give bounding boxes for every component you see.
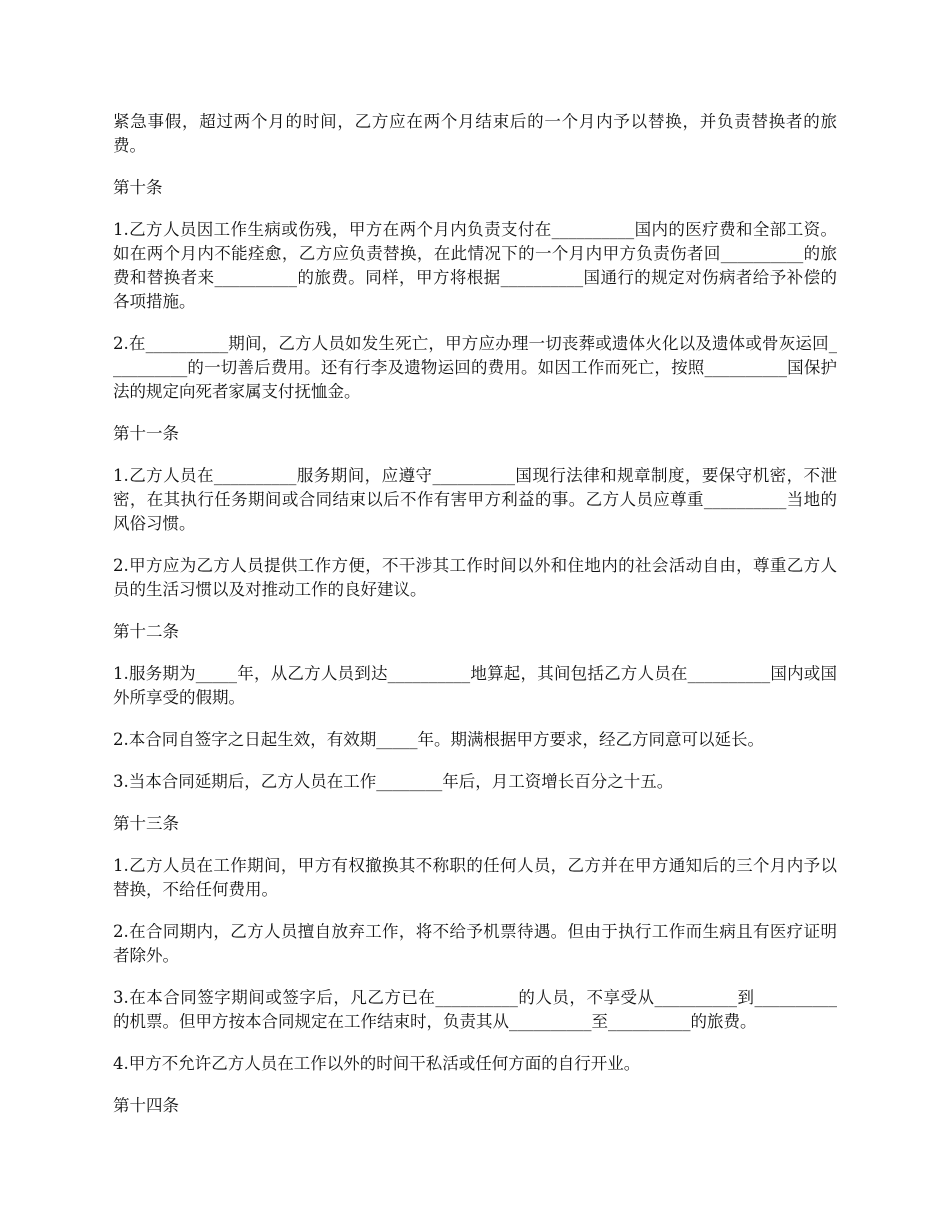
article-11-clause-1: 1.乙方人员在__________服务期间，应遵守__________国现行法律和规章制度，要保守机密，不泄密，在其执行任务期间或合同结束以后不作有害甲方利益的事。乙方人员应尊重__________当地的风俗习惯。 (113, 466, 837, 533)
article-11-clause-2: 2.甲方应为乙方人员提供工作方便，不干涉其工作时间以外和住地内的社会活动自由，尊重乙方人员的生活习惯以及对推动工作的良好建议。 (113, 556, 837, 599)
article-13-clause-4: 4.甲方不允许乙方人员在工作以外的时间干私活或任何方面的自行开业。 (113, 1054, 641, 1073)
article-12-clause-1: 1.服务期为_____年，从乙方人员到达__________地算起，其间包括乙方人员在__________国内或国外所享受的假期。 (113, 664, 837, 707)
article-13-clause-1: 1.乙方人员在工作期间，甲方有权撤换其不称职的任何人员，乙方并在甲方通知后的三个月内予以替换，不给任何费用。 (113, 856, 837, 899)
article-13-clause-2: 2.在合同期内，乙方人员擅自放弃工作，将不给予机票待遇。但由于执行工作而生病且有医疗证明者除外。 (113, 922, 837, 965)
article-10-clause-2: 2.在__________期间，乙方人员如发生死亡，甲方应办理一切丧葬或遗体火化以及遗体或骨灰运回__________的一切善后费用。还有行李及遗物运回的费用。如因工作而死亡，按照__________国保护法的规定向死者家属支付抚恤金。 (113, 334, 837, 401)
article-13-clause-3: 3.在本合同签字期间或签字后，凡乙方已在__________的人员，不享受从__________到__________的机票。但甲方按本合同规定在工作结束时，负责其从__________至__________的旅费。 (113, 988, 837, 1031)
article-10-clause-1: 1.乙方人员因工作生病或伤残，甲方在两个月内负责支付在__________国内的医疗费和全部工资。如在两个月内不能痊愈，乙方应负责替换，在此情况下的一个月内甲方负责伤者回__________的旅费和替换者来__________的旅费。同样，甲方将根据__________国通行的规定对伤病者给予补偿的各项措施。 (113, 220, 837, 311)
document-body (113, 110, 837, 1136)
paragraph-leave-replacement: 紧急事假，超过两个月的时间，乙方应在两个月结束后的一个月内予以替换，并负责替换者的旅费。 (113, 112, 837, 155)
article-11-heading: 第十一条 (113, 424, 179, 443)
article-12-clause-2: 2.本合同自签字之日起生效，有效期_____年。期满根据甲方要求，经乙方同意可以延长。 (113, 730, 764, 749)
article-14-heading: 第十四条 (113, 1096, 179, 1115)
article-12-clause-3: 3.当本合同延期后，乙方人员在工作________年后，月工资增长百分之十五。 (113, 772, 674, 791)
article-12-heading: 第十二条 (113, 622, 179, 641)
article-13-heading: 第十三条 (113, 814, 179, 833)
article-10-heading: 第十条 (113, 178, 163, 197)
